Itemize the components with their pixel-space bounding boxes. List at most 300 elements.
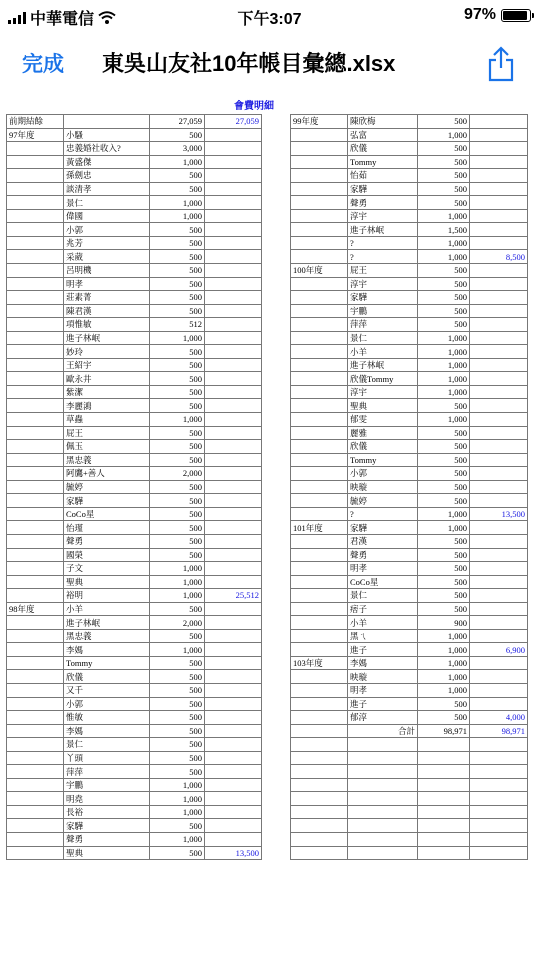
- table-cell[interactable]: 偉國: [64, 209, 150, 223]
- table-cell[interactable]: 500: [150, 169, 205, 183]
- table-cell[interactable]: [205, 209, 262, 223]
- table-cell[interactable]: 500: [418, 480, 470, 494]
- table-cell[interactable]: 1,000: [418, 358, 470, 372]
- table-cell[interactable]: [205, 277, 262, 291]
- table-cell[interactable]: [470, 832, 528, 846]
- table-gap-cell[interactable]: [262, 846, 291, 860]
- table-cell[interactable]: [64, 115, 150, 129]
- table-cell[interactable]: [470, 562, 528, 576]
- table-gap-cell[interactable]: [262, 385, 291, 399]
- table-cell[interactable]: [205, 683, 262, 697]
- table-gap-cell[interactable]: [262, 399, 291, 413]
- table-cell[interactable]: [291, 846, 348, 860]
- table-cell[interactable]: [7, 480, 64, 494]
- table-cell[interactable]: 黃盛傑: [64, 155, 150, 169]
- table-cell[interactable]: 500: [150, 399, 205, 413]
- table-cell[interactable]: [291, 548, 348, 562]
- table-cell[interactable]: [291, 358, 348, 372]
- table-gap-cell[interactable]: [262, 792, 291, 806]
- table-cell[interactable]: [205, 155, 262, 169]
- table-cell[interactable]: [205, 426, 262, 440]
- table-gap-cell[interactable]: [262, 643, 291, 657]
- table-cell[interactable]: [205, 236, 262, 250]
- table-cell[interactable]: 黑ㄟ: [348, 629, 418, 643]
- table-cell[interactable]: 淳宇: [348, 277, 418, 291]
- table-cell[interactable]: [291, 589, 348, 603]
- table-cell[interactable]: 500: [150, 358, 205, 372]
- table-cell[interactable]: [7, 236, 64, 250]
- table-cell[interactable]: 500: [418, 399, 470, 413]
- table-cell[interactable]: 99年度: [291, 115, 348, 129]
- table-cell[interactable]: 500: [418, 142, 470, 156]
- table-cell[interactable]: 欣儀: [64, 670, 150, 684]
- table-cell[interactable]: [291, 169, 348, 183]
- table-cell[interactable]: 怡瑾: [64, 521, 150, 535]
- table-gap-cell[interactable]: [262, 277, 291, 291]
- table-cell[interactable]: [348, 819, 418, 833]
- table-cell[interactable]: 500: [418, 169, 470, 183]
- table-cell[interactable]: 景仁: [64, 196, 150, 210]
- table-cell[interactable]: [205, 534, 262, 548]
- table-cell[interactable]: 映璇: [348, 670, 418, 684]
- table-cell[interactable]: [205, 331, 262, 345]
- table-cell[interactable]: [470, 169, 528, 183]
- table-cell[interactable]: [291, 751, 348, 765]
- table-cell[interactable]: [470, 656, 528, 670]
- table-cell[interactable]: [348, 805, 418, 819]
- table-cell[interactable]: [348, 792, 418, 806]
- table-cell[interactable]: [470, 534, 528, 548]
- table-cell[interactable]: [205, 494, 262, 508]
- table-cell[interactable]: 采葳: [64, 250, 150, 264]
- table-cell[interactable]: [205, 602, 262, 616]
- table-cell[interactable]: 裕明: [64, 589, 150, 603]
- table-gap-cell[interactable]: [262, 236, 291, 250]
- table-cell[interactable]: 家驊: [348, 182, 418, 196]
- table-gap-cell[interactable]: [262, 494, 291, 508]
- table-cell[interactable]: [291, 724, 348, 738]
- table-cell[interactable]: [205, 738, 262, 752]
- table-cell[interactable]: [7, 738, 64, 752]
- table-cell[interactable]: 1,000: [418, 507, 470, 521]
- table-cell[interactable]: [7, 345, 64, 359]
- table-cell[interactable]: [205, 562, 262, 576]
- table-cell[interactable]: 101年度: [291, 521, 348, 535]
- table-cell[interactable]: [291, 480, 348, 494]
- table-cell[interactable]: [7, 440, 64, 454]
- table-cell[interactable]: [7, 399, 64, 413]
- table-cell[interactable]: [470, 223, 528, 237]
- table-cell[interactable]: 明孝: [64, 277, 150, 291]
- table-cell[interactable]: [7, 318, 64, 332]
- table-gap-cell[interactable]: [262, 426, 291, 440]
- table-cell[interactable]: 明堯: [64, 792, 150, 806]
- table-cell[interactable]: [470, 399, 528, 413]
- table-cell[interactable]: [205, 467, 262, 481]
- table-cell[interactable]: [7, 494, 64, 508]
- table-cell[interactable]: 500: [418, 318, 470, 332]
- table-cell[interactable]: 500: [418, 277, 470, 291]
- table-cell[interactable]: [348, 738, 418, 752]
- table-cell[interactable]: 500: [418, 440, 470, 454]
- table-cell[interactable]: 小羊: [348, 616, 418, 630]
- table-cell[interactable]: [205, 507, 262, 521]
- table-cell[interactable]: 孫劍忠: [64, 169, 150, 183]
- table-gap-cell[interactable]: [262, 534, 291, 548]
- table-cell[interactable]: 500: [150, 738, 205, 752]
- table-cell[interactable]: [470, 697, 528, 711]
- table-gap-cell[interactable]: [262, 453, 291, 467]
- table-cell[interactable]: [291, 250, 348, 264]
- table-cell[interactable]: [418, 751, 470, 765]
- table-cell[interactable]: [205, 656, 262, 670]
- table-cell[interactable]: 小羊: [348, 345, 418, 359]
- table-cell[interactable]: [205, 385, 262, 399]
- table-gap-cell[interactable]: [262, 155, 291, 169]
- table-cell[interactable]: 郁雯: [348, 413, 418, 427]
- table-cell[interactable]: [291, 142, 348, 156]
- table-cell[interactable]: [7, 629, 64, 643]
- table-cell[interactable]: [7, 169, 64, 183]
- table-gap-cell[interactable]: [262, 656, 291, 670]
- table-cell[interactable]: 500: [150, 629, 205, 643]
- table-cell[interactable]: 進子: [348, 697, 418, 711]
- table-cell[interactable]: 500: [418, 602, 470, 616]
- table-cell[interactable]: [470, 196, 528, 210]
- table-cell[interactable]: 500: [418, 697, 470, 711]
- table-cell[interactable]: 進子林岷: [64, 331, 150, 345]
- table-cell[interactable]: [470, 575, 528, 589]
- table-cell[interactable]: 1,000: [150, 589, 205, 603]
- table-cell[interactable]: 又千: [64, 683, 150, 697]
- table-cell[interactable]: 1,000: [150, 805, 205, 819]
- table-cell[interactable]: 李媽: [348, 656, 418, 670]
- table-cell[interactable]: 97年度: [7, 128, 64, 142]
- table-gap-cell[interactable]: [262, 115, 291, 129]
- table-cell[interactable]: [205, 250, 262, 264]
- table-cell[interactable]: [291, 629, 348, 643]
- table-cell[interactable]: 500: [418, 467, 470, 481]
- table-cell[interactable]: [291, 711, 348, 725]
- table-gap-cell[interactable]: [262, 778, 291, 792]
- table-cell[interactable]: 900: [418, 616, 470, 630]
- table-cell[interactable]: [7, 643, 64, 657]
- table-cell[interactable]: [7, 697, 64, 711]
- table-cell[interactable]: [291, 494, 348, 508]
- table-cell[interactable]: [205, 358, 262, 372]
- table-cell[interactable]: [7, 534, 64, 548]
- table-cell[interactable]: [291, 575, 348, 589]
- table-cell[interactable]: [7, 372, 64, 386]
- table-cell[interactable]: 500: [150, 304, 205, 318]
- table-cell[interactable]: [205, 575, 262, 589]
- table-gap-cell[interactable]: [262, 182, 291, 196]
- table-cell[interactable]: 宇鵬: [64, 778, 150, 792]
- table-cell[interactable]: 500: [418, 711, 470, 725]
- table-cell[interactable]: [205, 413, 262, 427]
- table-cell[interactable]: 淳宇: [348, 209, 418, 223]
- table-cell[interactable]: [291, 209, 348, 223]
- table-cell[interactable]: [291, 616, 348, 630]
- table-cell[interactable]: [7, 453, 64, 467]
- table-cell[interactable]: 500: [150, 846, 205, 860]
- table-gap-cell[interactable]: [262, 521, 291, 535]
- table-cell[interactable]: [470, 670, 528, 684]
- table-cell[interactable]: 4,000: [470, 711, 528, 725]
- table-cell[interactable]: 明孝: [348, 683, 418, 697]
- table-cell[interactable]: 李媽: [64, 724, 150, 738]
- table-cell[interactable]: 阿鷹+善人: [64, 467, 150, 481]
- table-cell[interactable]: 萍萍: [64, 765, 150, 779]
- table-cell[interactable]: [291, 399, 348, 413]
- table-gap-cell[interactable]: [262, 413, 291, 427]
- table-cell[interactable]: [7, 846, 64, 860]
- table-cell[interactable]: 1,000: [418, 345, 470, 359]
- table-cell[interactable]: 1,000: [418, 236, 470, 250]
- table-cell[interactable]: [291, 562, 348, 576]
- table-cell[interactable]: [205, 629, 262, 643]
- table-gap-cell[interactable]: [262, 345, 291, 359]
- table-cell[interactable]: [291, 643, 348, 657]
- table-cell[interactable]: [470, 751, 528, 765]
- table-cell[interactable]: [470, 413, 528, 427]
- table-cell[interactable]: [470, 291, 528, 305]
- table-cell[interactable]: [7, 331, 64, 345]
- table-cell[interactable]: 500: [150, 128, 205, 142]
- table-gap-cell[interactable]: [262, 738, 291, 752]
- table-cell[interactable]: [470, 616, 528, 630]
- table-cell[interactable]: [291, 738, 348, 752]
- table-cell[interactable]: Tommy: [64, 656, 150, 670]
- table-cell[interactable]: [205, 453, 262, 467]
- table-cell[interactable]: [470, 846, 528, 860]
- table-cell[interactable]: [470, 318, 528, 332]
- table-cell[interactable]: 佩玉: [64, 440, 150, 454]
- table-cell[interactable]: [291, 236, 348, 250]
- table-cell[interactable]: 500: [150, 277, 205, 291]
- table-cell[interactable]: 1,000: [150, 155, 205, 169]
- table-cell[interactable]: 13,500: [205, 846, 262, 860]
- table-cell[interactable]: [470, 426, 528, 440]
- table-gap-cell[interactable]: [262, 751, 291, 765]
- table-cell[interactable]: 李麗鴻: [64, 399, 150, 413]
- table-cell[interactable]: [205, 372, 262, 386]
- table-cell[interactable]: [291, 182, 348, 196]
- table-cell[interactable]: [291, 128, 348, 142]
- table-cell[interactable]: [7, 589, 64, 603]
- table-cell[interactable]: [7, 575, 64, 589]
- table-cell[interactable]: 1,000: [418, 629, 470, 643]
- table-cell[interactable]: 500: [150, 494, 205, 508]
- table-cell[interactable]: 子文: [64, 562, 150, 576]
- table-cell[interactable]: 1,000: [150, 413, 205, 427]
- table-cell[interactable]: [7, 413, 64, 427]
- table-cell[interactable]: 項惟敏: [64, 318, 150, 332]
- table-cell[interactable]: [348, 832, 418, 846]
- table-gap-cell[interactable]: [262, 142, 291, 156]
- table-cell[interactable]: [470, 792, 528, 806]
- table-gap-cell[interactable]: [262, 602, 291, 616]
- table-cell[interactable]: [7, 507, 64, 521]
- table-cell[interactable]: 500: [150, 670, 205, 684]
- table-cell[interactable]: 500: [150, 765, 205, 779]
- table-cell[interactable]: [418, 805, 470, 819]
- table-cell[interactable]: 小郭: [64, 697, 150, 711]
- table-cell[interactable]: 500: [150, 751, 205, 765]
- table-cell[interactable]: 毓婷: [348, 494, 418, 508]
- table-cell[interactable]: 進子林岷: [348, 358, 418, 372]
- table-cell[interactable]: 小郭: [348, 467, 418, 481]
- table-cell[interactable]: 500: [418, 264, 470, 278]
- table-cell[interactable]: 兆芳: [64, 236, 150, 250]
- table-cell[interactable]: [7, 196, 64, 210]
- table-cell[interactable]: [291, 413, 348, 427]
- table-cell[interactable]: 映璇: [348, 480, 418, 494]
- table-gap-cell[interactable]: [262, 765, 291, 779]
- table-cell[interactable]: [470, 372, 528, 386]
- table-cell[interactable]: 合計: [348, 724, 418, 738]
- table-cell[interactable]: 屁王: [348, 264, 418, 278]
- table-cell[interactable]: 25,512: [205, 589, 262, 603]
- table-cell[interactable]: 1,000: [418, 643, 470, 657]
- table-cell[interactable]: 小郭: [64, 223, 150, 237]
- table-cell[interactable]: 妙玲: [64, 345, 150, 359]
- table-gap-cell[interactable]: [262, 169, 291, 183]
- table-cell[interactable]: 500: [150, 426, 205, 440]
- table-cell[interactable]: Tommy: [348, 155, 418, 169]
- table-cell[interactable]: [470, 115, 528, 129]
- table-cell[interactable]: 聲勇: [348, 548, 418, 562]
- table-cell[interactable]: [205, 345, 262, 359]
- table-cell[interactable]: [291, 385, 348, 399]
- table-cell[interactable]: [291, 765, 348, 779]
- table-cell[interactable]: 紫潔: [64, 385, 150, 399]
- table-cell[interactable]: 郁淳: [348, 711, 418, 725]
- table-cell[interactable]: [205, 264, 262, 278]
- table-cell[interactable]: [291, 683, 348, 697]
- table-cell[interactable]: [7, 765, 64, 779]
- table-cell[interactable]: [418, 792, 470, 806]
- table-cell[interactable]: [470, 805, 528, 819]
- table-cell[interactable]: 丫頭: [64, 751, 150, 765]
- table-cell[interactable]: 國榮: [64, 548, 150, 562]
- table-cell[interactable]: 500: [418, 453, 470, 467]
- table-cell[interactable]: [205, 711, 262, 725]
- table-cell[interactable]: [7, 304, 64, 318]
- table-gap-cell[interactable]: [262, 358, 291, 372]
- table-cell[interactable]: [470, 494, 528, 508]
- table-cell[interactable]: 屁王: [64, 426, 150, 440]
- table-cell[interactable]: 500: [150, 819, 205, 833]
- table-cell[interactable]: [418, 778, 470, 792]
- table-cell[interactable]: 1,000: [418, 128, 470, 142]
- table-cell[interactable]: 前期結餘: [7, 115, 64, 129]
- table-cell[interactable]: 1,000: [150, 792, 205, 806]
- table-cell[interactable]: 2,000: [150, 616, 205, 630]
- table-gap-cell[interactable]: [262, 331, 291, 345]
- table-cell[interactable]: [7, 683, 64, 697]
- table-cell[interactable]: 500: [418, 196, 470, 210]
- table-cell[interactable]: [205, 521, 262, 535]
- table-gap-cell[interactable]: [262, 128, 291, 142]
- table-cell[interactable]: [7, 209, 64, 223]
- table-cell[interactable]: 500: [150, 236, 205, 250]
- table-cell[interactable]: 進子: [348, 643, 418, 657]
- table-cell[interactable]: 500: [150, 182, 205, 196]
- table-cell[interactable]: 家驊: [348, 291, 418, 305]
- table-cell[interactable]: 103年度: [291, 656, 348, 670]
- table-cell[interactable]: [7, 182, 64, 196]
- table-cell[interactable]: 李媽: [64, 643, 150, 657]
- table-cell[interactable]: [291, 697, 348, 711]
- table-cell[interactable]: [291, 440, 348, 454]
- table-cell[interactable]: [291, 832, 348, 846]
- table-cell[interactable]: 草蟲: [64, 413, 150, 427]
- table-cell[interactable]: [470, 589, 528, 603]
- table-cell[interactable]: 怡茹: [348, 169, 418, 183]
- table-cell[interactable]: [7, 142, 64, 156]
- table-gap-cell[interactable]: [262, 250, 291, 264]
- table-cell[interactable]: 景仁: [64, 738, 150, 752]
- table-cell[interactable]: [205, 724, 262, 738]
- table-cell[interactable]: [291, 318, 348, 332]
- table-cell[interactable]: ?: [348, 250, 418, 264]
- table-cell[interactable]: 500: [150, 372, 205, 386]
- table-cell[interactable]: 聲勇: [64, 534, 150, 548]
- table-cell[interactable]: [291, 467, 348, 481]
- table-cell[interactable]: 小騷: [64, 128, 150, 142]
- table-cell[interactable]: 27,059: [150, 115, 205, 129]
- table-cell[interactable]: [7, 223, 64, 237]
- table-cell[interactable]: [7, 467, 64, 481]
- table-cell[interactable]: [418, 846, 470, 860]
- table-cell[interactable]: 500: [418, 291, 470, 305]
- table-cell[interactable]: [7, 385, 64, 399]
- table-cell[interactable]: [470, 765, 528, 779]
- table-cell[interactable]: [7, 656, 64, 670]
- table-gap-cell[interactable]: [262, 562, 291, 576]
- table-cell[interactable]: 萍萍: [348, 318, 418, 332]
- table-cell[interactable]: [205, 616, 262, 630]
- table-cell[interactable]: [205, 304, 262, 318]
- table-cell[interactable]: [470, 738, 528, 752]
- table-cell[interactable]: 弘富: [348, 128, 418, 142]
- table-gap-cell[interactable]: [262, 670, 291, 684]
- table-cell[interactable]: 500: [150, 724, 205, 738]
- table-cell[interactable]: [7, 805, 64, 819]
- table-gap-cell[interactable]: [262, 440, 291, 454]
- table-cell[interactable]: [348, 846, 418, 860]
- table-gap-cell[interactable]: [262, 467, 291, 481]
- table-cell[interactable]: ?: [348, 507, 418, 521]
- table-cell[interactable]: [205, 440, 262, 454]
- table-cell[interactable]: [348, 778, 418, 792]
- table-cell[interactable]: 500: [150, 711, 205, 725]
- table-cell[interactable]: [470, 778, 528, 792]
- table-gap-cell[interactable]: [262, 304, 291, 318]
- table-cell[interactable]: [470, 264, 528, 278]
- table-cell[interactable]: [205, 196, 262, 210]
- table-cell[interactable]: 王紹宇: [64, 358, 150, 372]
- table-cell[interactable]: 聖典: [64, 575, 150, 589]
- table-cell[interactable]: [418, 832, 470, 846]
- table-cell[interactable]: [470, 602, 528, 616]
- table-cell[interactable]: [470, 385, 528, 399]
- table-cell[interactable]: 8,500: [470, 250, 528, 264]
- table-cell[interactable]: 100年度: [291, 264, 348, 278]
- table-cell[interactable]: 1,000: [150, 778, 205, 792]
- table-cell[interactable]: 500: [150, 264, 205, 278]
